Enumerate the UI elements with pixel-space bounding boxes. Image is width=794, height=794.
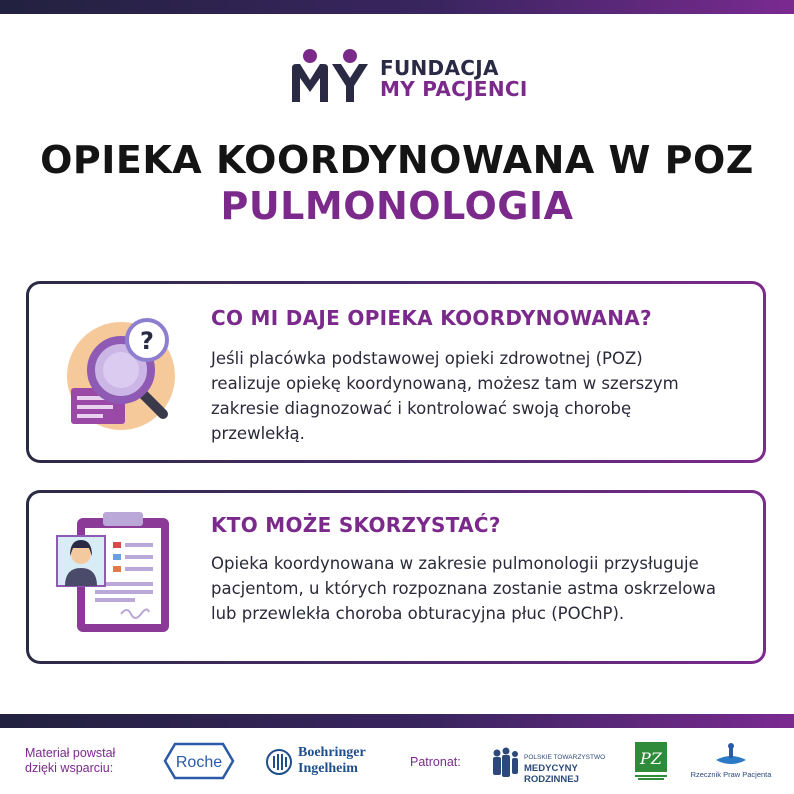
ptmr-people-icon xyxy=(490,747,520,779)
card-body-line: pacjentom, u których rozpoznana zostanie astma oskrzelowa xyxy=(211,579,717,598)
info-card-eligibility xyxy=(26,490,766,664)
logo-line-1: FUNDACJA xyxy=(380,56,499,80)
foundation-logo xyxy=(290,46,530,106)
rpp-emblem-icon xyxy=(714,742,748,768)
my-logo-mark-icon xyxy=(290,46,372,106)
roche-logo-icon xyxy=(163,742,235,780)
card-body-line: Opieka koordynowana w zakresie pulmonologii przysługuje xyxy=(211,554,699,573)
ptmr-logo xyxy=(490,745,620,785)
ppz-logo-icon xyxy=(634,741,668,781)
svg-text:?: ? xyxy=(140,327,154,355)
rpp-logo xyxy=(688,742,774,782)
ptmr-small-text: POLSKIE TOWARZYSTWO xyxy=(524,754,606,761)
magnifier-question-icon xyxy=(61,312,181,432)
card-body-line: realizuje opiekę koordynowaną, możesz tam w szerszym xyxy=(211,374,679,393)
boehringer-logo xyxy=(265,745,375,779)
boehringer-emblem-icon xyxy=(265,748,293,776)
page-subtitle: PULMONOLOGIA xyxy=(220,184,574,228)
support-line-2: dzięki wsparciu: xyxy=(25,761,114,775)
support-line-1: Materiał powstał xyxy=(25,746,116,760)
card-body xyxy=(211,551,741,626)
boehringer-line-2: Ingelheim xyxy=(298,761,358,776)
clipboard-patient-icon xyxy=(51,510,175,634)
roche-text: Roche xyxy=(175,754,223,771)
top-gradient-bar xyxy=(0,0,794,14)
card-title: KTO MOŻE SKORZYSTAĆ? xyxy=(211,513,501,537)
patronat-label: Patronat: xyxy=(410,755,461,769)
card-body-line: lub przewlekła choroba obturacyjna płuc (POChP). xyxy=(211,604,625,623)
logo-line-2: MY PACJENCI xyxy=(380,77,528,101)
ptmr-big-text: MEDYCYNY RODZINNEJ xyxy=(524,763,579,785)
bottom-gradient-bar xyxy=(0,714,794,728)
card-body-line: przewlekłą. xyxy=(211,424,305,443)
card-body xyxy=(211,346,741,446)
rpp-text: Rzecznik Praw Pacjenta xyxy=(690,770,772,779)
card-body-line: Jeśli placówka podstawowej opieki zdrowotnej (POZ) xyxy=(211,349,643,368)
card-body-line: zakresie diagnozować i kontrolować swoją chorobę xyxy=(211,399,632,418)
ppz-text: PZ xyxy=(640,749,662,768)
support-label xyxy=(25,746,115,776)
logo-wordmark xyxy=(380,58,528,100)
info-card-benefits xyxy=(26,281,766,463)
page-title: OPIEKA KOORDYNOWANA W POZ xyxy=(40,138,754,182)
card-title: CO MI DAJE OPIEKA KOORDYNOWANA? xyxy=(211,306,652,330)
boehringer-line-1: Boehringer xyxy=(298,745,366,760)
